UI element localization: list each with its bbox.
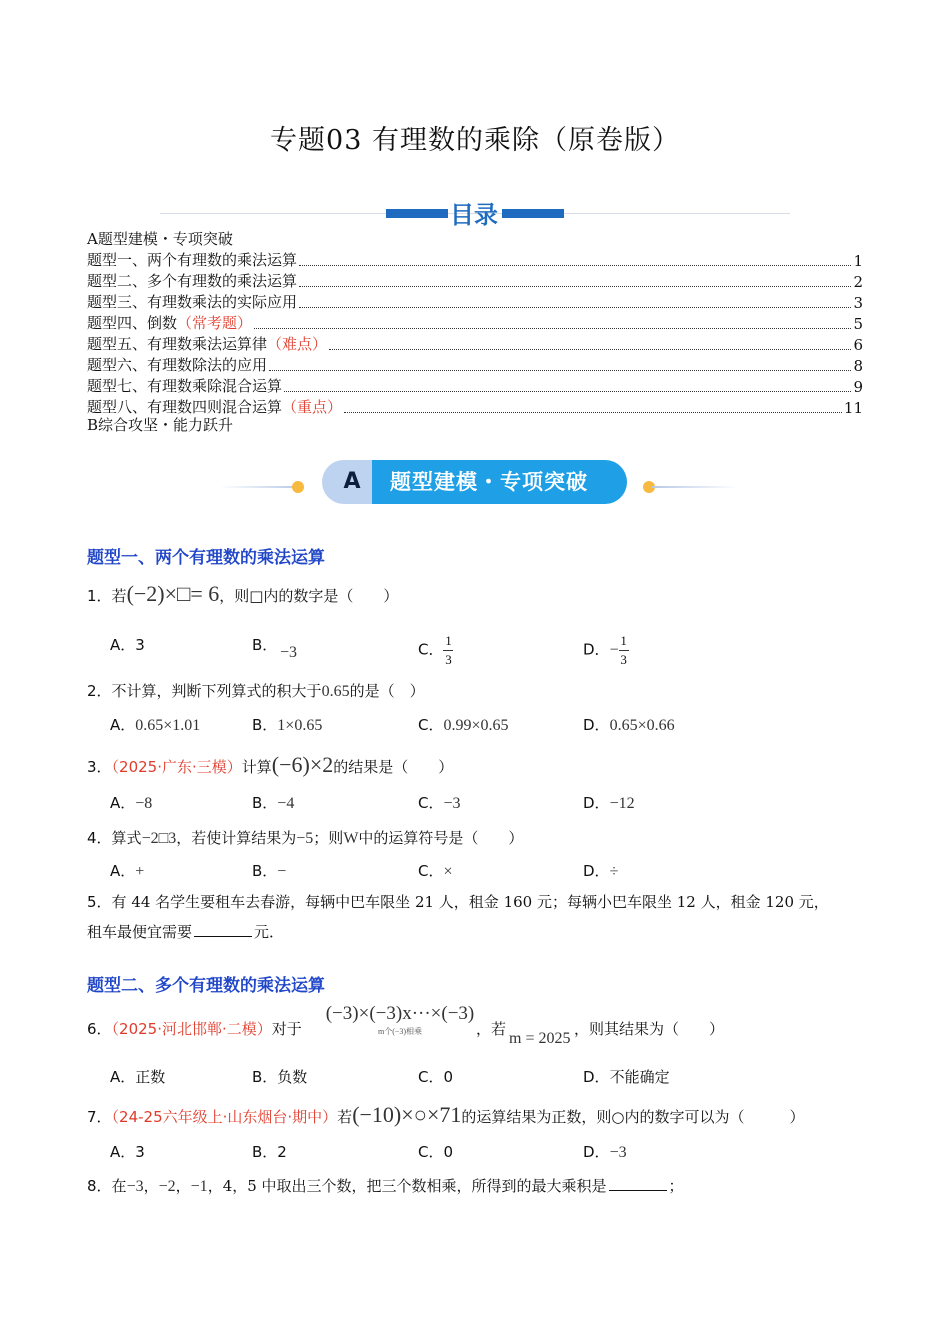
toc-heading: 目录 bbox=[450, 201, 498, 229]
question-math: (−2)×□= 6 bbox=[126, 581, 220, 606]
option-d[interactable]: D．不能确定 bbox=[583, 1068, 670, 1086]
product-expression bbox=[325, 1002, 475, 1037]
question-text: ，则□内的数字是（ ） bbox=[219, 587, 399, 605]
toc-row-label: 题型六、有理数除法的应用 bbox=[87, 356, 268, 374]
question-text: 中的运算符号是（ ） bbox=[358, 829, 524, 847]
question-text: 不计算，判断下列算式的积大于 bbox=[111, 682, 322, 700]
toc-section-b: B综合攻坚・能力跃升 bbox=[87, 416, 234, 434]
toc-leader bbox=[269, 370, 851, 371]
question-text: ， bbox=[143, 1177, 159, 1195]
option-b[interactable]: B． bbox=[252, 636, 278, 654]
question-text: ，若使计算结果为 bbox=[176, 829, 297, 847]
question-text: ； bbox=[668, 1177, 684, 1195]
fraction: $\frac{1}{3}$ bbox=[620, 633, 627, 667]
option-c[interactable]: C．0.99×0.65 bbox=[418, 716, 509, 734]
option-d[interactable]: D．− $\frac{1}{3}$ bbox=[583, 633, 627, 667]
question-5-line2 bbox=[87, 921, 284, 942]
option-c[interactable]: C． $\frac{1}{3}$ bbox=[418, 633, 452, 667]
option-a[interactable]: A．0.65×1.01 bbox=[110, 716, 201, 734]
option-d[interactable]: D．−12 bbox=[583, 794, 635, 812]
toc-row-page: 11 bbox=[843, 399, 863, 417]
question-math: −3 bbox=[126, 1178, 144, 1195]
question-text: 的运算结果为正数，则○内的数字可以为（ ） bbox=[461, 1108, 805, 1126]
question-5 bbox=[87, 891, 829, 912]
option-a[interactable]: A．正数 bbox=[110, 1068, 166, 1086]
question-math: −5 bbox=[296, 830, 314, 847]
question-text: ，4，5 中取出三个数，把三个数相乘，所得到的最大乘积是 bbox=[207, 1177, 607, 1195]
question-text: ；则 bbox=[313, 829, 344, 847]
question-math: 0.65 bbox=[321, 683, 350, 700]
toc-bar-left bbox=[386, 209, 448, 218]
option-d[interactable]: D．÷ bbox=[583, 862, 619, 880]
question-math: (−10)×○×71 bbox=[352, 1102, 462, 1127]
question-number: 3． bbox=[87, 758, 112, 776]
toc-row-page: 6 bbox=[853, 336, 863, 354]
toc-row-label: 题型二、多个有理数的乘法运算 bbox=[87, 272, 298, 290]
question-text: 对于 bbox=[271, 1020, 302, 1038]
option-b-value: −3 bbox=[280, 644, 298, 661]
toc-leader bbox=[254, 328, 851, 329]
toc-row-label: 题型七、有理数乘除混合运算 bbox=[87, 377, 283, 395]
question-source: （2025·河北邯郸·二模） bbox=[111, 1020, 272, 1038]
toc-row-tag: （难点） bbox=[267, 335, 328, 353]
option-d[interactable]: D．0.65×0.66 bbox=[583, 716, 675, 734]
toc-row[interactable] bbox=[87, 312, 863, 333]
toc-row-page: 2 bbox=[853, 273, 863, 291]
toc-row[interactable] bbox=[87, 375, 863, 396]
fraction: $\frac{1}{3}$ bbox=[445, 633, 452, 667]
question-text: 有 44 名学生要租车去春游，每辆中巴车限坐 21 人，租金 160 元；每辆小巴车限坐 12 人，租金 120 元， bbox=[111, 893, 829, 911]
toc-row-label: 题型八、有理数四则混合运算 bbox=[87, 398, 283, 416]
toc-leader bbox=[299, 307, 851, 308]
question-text: 的是（ ） bbox=[349, 682, 425, 700]
option-b[interactable]: B．负数 bbox=[252, 1068, 308, 1086]
toc-row-label: 题型三、有理数乘法的实际应用 bbox=[87, 293, 298, 311]
question-text: ， bbox=[175, 1177, 191, 1195]
banner-letter: A bbox=[322, 460, 382, 504]
question-condition: m = 2025 bbox=[509, 1030, 571, 1047]
option-a[interactable]: A．−8 bbox=[110, 794, 153, 812]
option-d[interactable]: D．−3 bbox=[583, 1143, 627, 1161]
question-text: 算式 bbox=[111, 829, 142, 847]
toc-row-page: 9 bbox=[853, 378, 863, 396]
question-text: 在 bbox=[111, 1177, 127, 1195]
toc-row-tag: （常考题） bbox=[177, 314, 253, 332]
toc-row-page: 8 bbox=[853, 357, 863, 375]
option-b[interactable]: B．1×0.65 bbox=[252, 716, 323, 734]
toc-row[interactable] bbox=[87, 291, 863, 312]
question-1 bbox=[87, 581, 398, 607]
question-text: 的结果是（ ） bbox=[333, 758, 454, 776]
underbrace-label: m个(−3)相乘 bbox=[377, 1027, 423, 1036]
page-title: 专题03 有理数的乘除（原卷版） bbox=[270, 125, 680, 156]
option-c[interactable]: C．0 bbox=[418, 1143, 454, 1161]
question-math: −1 bbox=[190, 1178, 208, 1195]
option-c[interactable]: C．× bbox=[418, 862, 453, 880]
question-3 bbox=[87, 752, 453, 778]
question-number: 6． bbox=[87, 1020, 112, 1038]
question-number: 5． bbox=[87, 893, 112, 911]
question-text: ，若 bbox=[476, 1020, 507, 1038]
answer-blank[interactable] bbox=[194, 922, 252, 937]
question-text: 元． bbox=[254, 923, 285, 941]
toc-row[interactable] bbox=[87, 354, 863, 375]
question-number: 4． bbox=[87, 829, 112, 847]
toc-leader bbox=[299, 286, 851, 287]
question-6-tail bbox=[476, 1018, 506, 1039]
answer-blank[interactable] bbox=[609, 1176, 667, 1191]
toc-row-page: 1 bbox=[853, 252, 863, 270]
question-source: （24-25六年级上·山东烟台·期中） bbox=[111, 1108, 338, 1126]
question-text: 若 bbox=[111, 587, 127, 605]
toc-leader bbox=[284, 391, 851, 392]
question-text: 若 bbox=[337, 1108, 353, 1126]
section-heading: 题型一、两个有理数的乘法运算 bbox=[87, 548, 325, 568]
question-4 bbox=[87, 827, 523, 848]
question-math: (−3)×(−3)x···×(−3) bbox=[325, 1003, 475, 1024]
question-source: （2025·广东·三模） bbox=[111, 758, 242, 776]
question-number: 8． bbox=[87, 1177, 112, 1195]
question-text: 租车最便宜需要 bbox=[87, 923, 193, 941]
question-8 bbox=[87, 1175, 684, 1196]
question-math: −2 bbox=[158, 1178, 176, 1195]
question-math: W bbox=[343, 830, 359, 847]
question-text: 计算 bbox=[241, 758, 272, 776]
toc-leader bbox=[299, 265, 851, 266]
option-a[interactable]: A．3 bbox=[110, 636, 145, 654]
option-b[interactable]: B．2 bbox=[252, 1143, 287, 1161]
question-math: −2□3 bbox=[141, 830, 177, 847]
question-text: ，则其结果为（ ） bbox=[574, 1020, 725, 1038]
question-7 bbox=[87, 1102, 804, 1128]
toc-row[interactable] bbox=[87, 333, 863, 354]
toc-leader bbox=[344, 412, 842, 413]
toc-row-tag: （重点） bbox=[282, 398, 343, 416]
option-b[interactable]: B．− bbox=[252, 862, 287, 880]
toc-row-label: 题型五、有理数乘法运算律 bbox=[87, 335, 268, 353]
question-6 bbox=[87, 1018, 302, 1039]
option-b[interactable]: B．−4 bbox=[252, 794, 295, 812]
toc-row[interactable] bbox=[87, 249, 863, 270]
option-a[interactable]: A．+ bbox=[110, 862, 145, 880]
toc-row-label: 题型四、倒数 bbox=[87, 314, 178, 332]
section-heading: 题型二、多个有理数的乘法运算 bbox=[87, 976, 325, 996]
banner-dot-left bbox=[292, 481, 304, 493]
question-number: 1． bbox=[87, 587, 112, 605]
toc-row-page: 5 bbox=[853, 315, 863, 333]
banner-line-right bbox=[652, 486, 738, 488]
question-math: (−6)×2 bbox=[271, 752, 334, 777]
toc-row-page: 3 bbox=[853, 294, 863, 312]
question-number: 2． bbox=[87, 682, 112, 700]
option-a[interactable]: A．3 bbox=[110, 1143, 145, 1161]
toc-row[interactable] bbox=[87, 270, 863, 291]
question-6-end bbox=[574, 1018, 724, 1039]
option-c[interactable]: C．0 bbox=[418, 1068, 454, 1086]
banner-title: 题型建模・专项突破 bbox=[372, 460, 627, 504]
question-2 bbox=[87, 680, 425, 701]
banner-line-left bbox=[220, 486, 300, 488]
option-c[interactable]: C．−3 bbox=[418, 794, 461, 812]
toc-leader bbox=[329, 349, 851, 350]
toc-row-label: 题型一、两个有理数的乘法运算 bbox=[87, 251, 298, 269]
toc-section-a: A题型建模・专项突破 bbox=[87, 230, 233, 248]
question-number: 7． bbox=[87, 1108, 112, 1126]
toc-bar-right bbox=[502, 209, 564, 218]
